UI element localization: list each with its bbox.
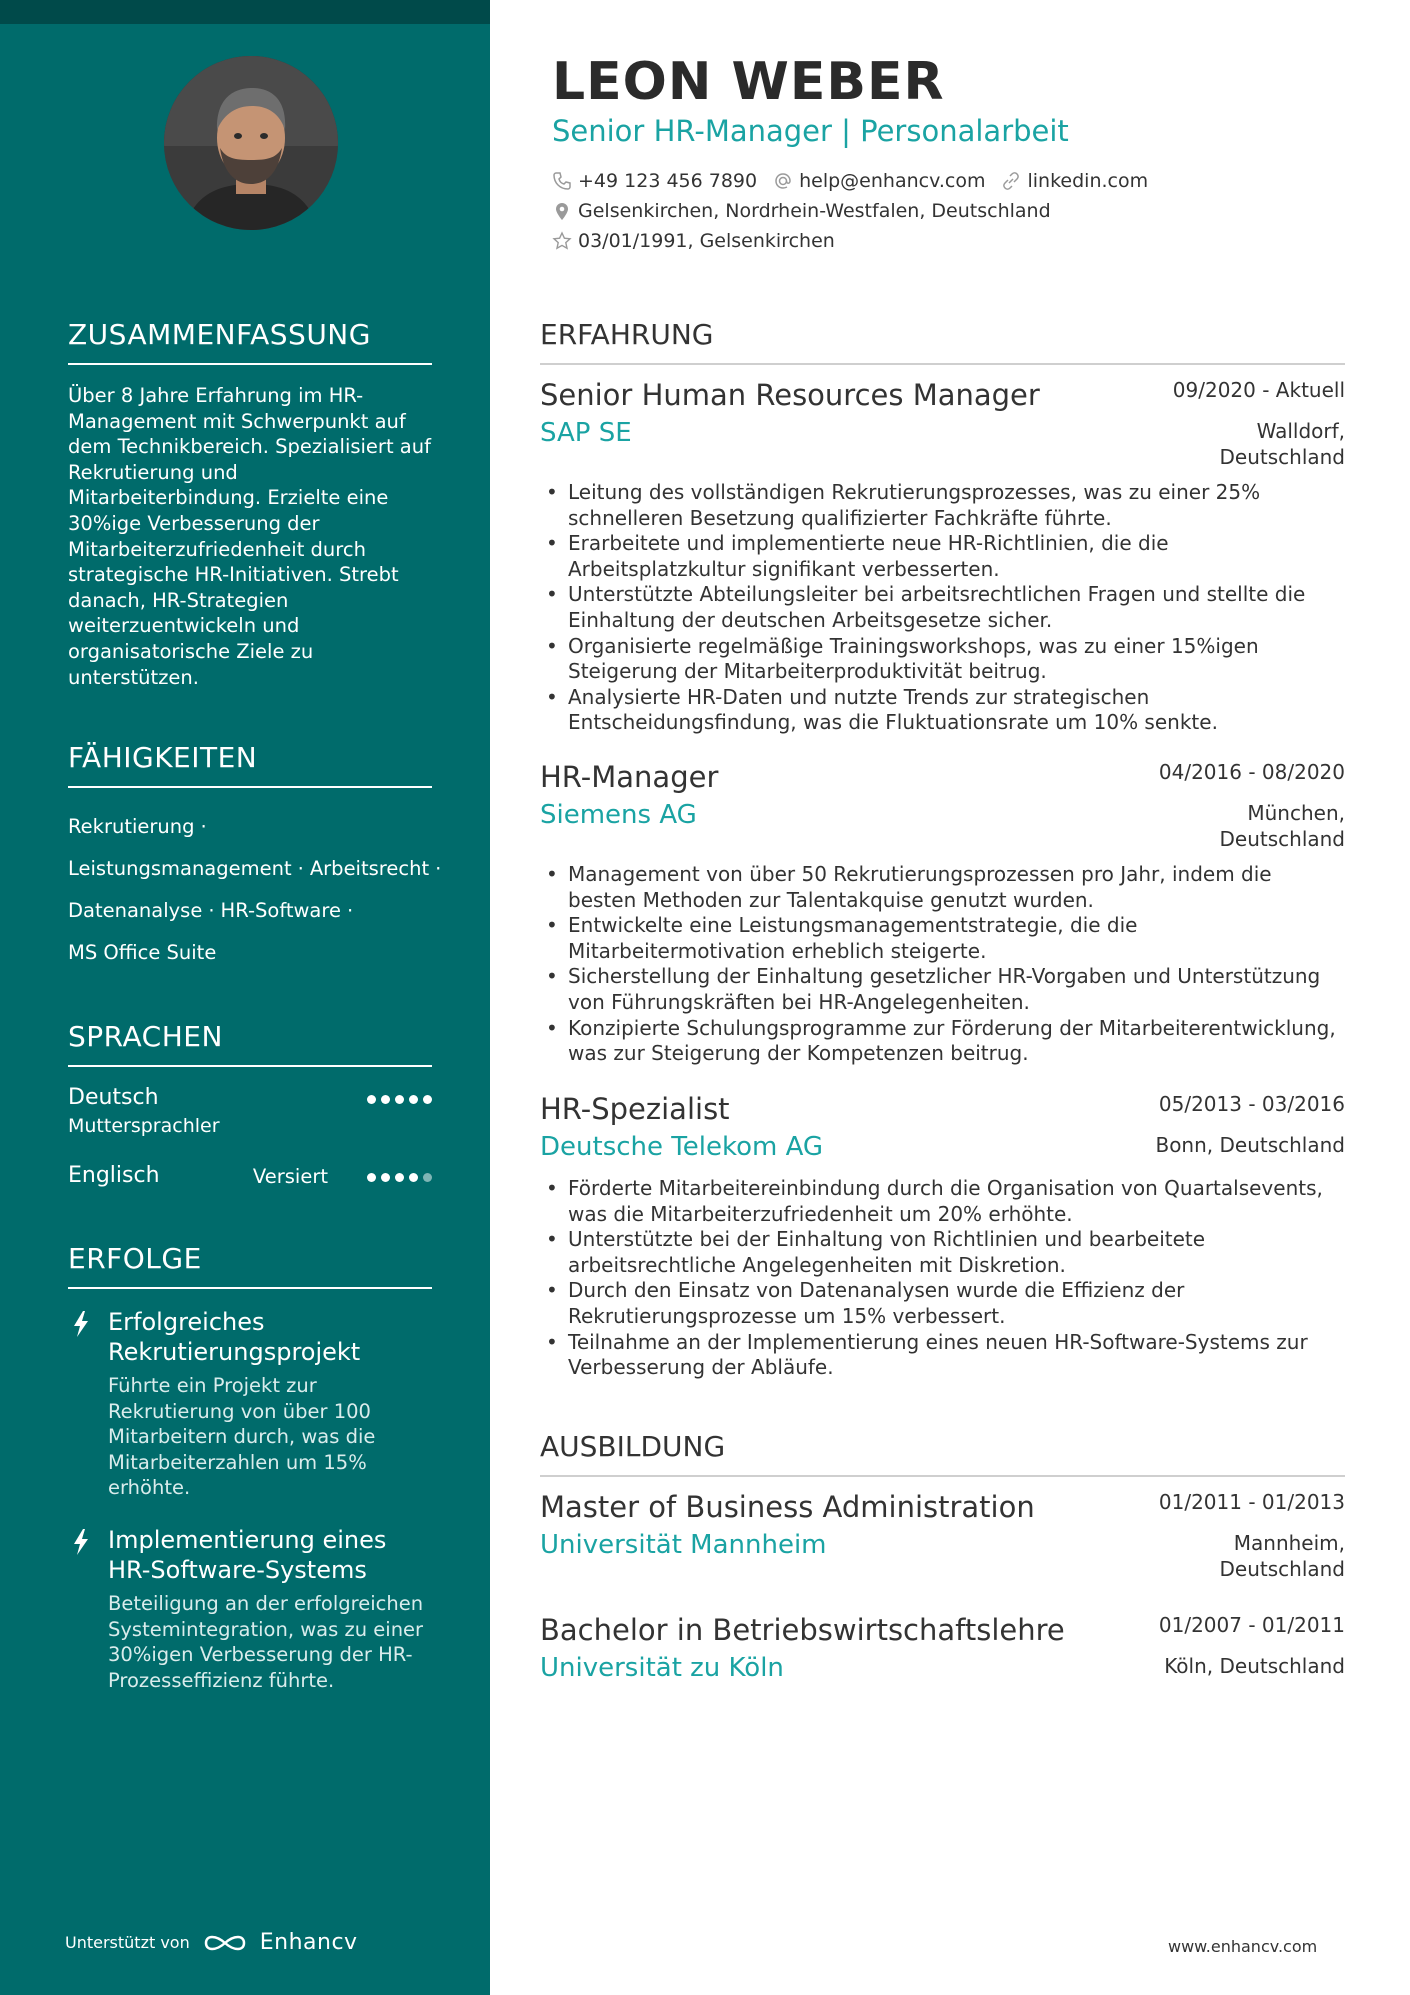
job-company: Siemens AG bbox=[540, 800, 697, 830]
contact-location bbox=[552, 200, 1051, 222]
language-level: Muttersprachler bbox=[68, 1115, 220, 1137]
job-bullets bbox=[540, 480, 1345, 736]
achievements-section bbox=[68, 1242, 432, 1717]
job-bullet: • Management von über 50 Rekrutierungsprozessen pro Jahr, indem die besten Methoden zur Talentakquise genutzt wurden. bbox=[540, 862, 1345, 913]
education-location-line: Köln, Deutschland bbox=[1164, 1654, 1345, 1678]
skills-section bbox=[68, 741, 442, 974]
rating-dot-filled bbox=[409, 1095, 418, 1104]
job-bullet: • Konzipierte Schulungsprogramme zur Förderung der Mitarbeiterentwicklung, was zur Steigerung der Kompetenzen beitrug. bbox=[540, 1016, 1345, 1067]
achievement-title: Implementierung eines HR-Software-Systems bbox=[108, 1525, 387, 1584]
job-bullets bbox=[540, 1176, 1345, 1381]
avatar bbox=[164, 56, 338, 230]
skill-item: Datenanalyse bbox=[68, 899, 203, 922]
education-sub bbox=[540, 1653, 1345, 1693]
language-rating bbox=[367, 1095, 432, 1104]
education-head bbox=[540, 1490, 1345, 1530]
job-bullet: • Sicherstellung der Einhaltung gesetzlicher HR-Vorgaben und Unterstützung von Führungskräften bei HR-Angelegenheiten. bbox=[540, 964, 1345, 1015]
language-item bbox=[68, 1163, 432, 1219]
language-level: Versiert bbox=[252, 1165, 328, 1188]
linkedin-text: linkedin.com bbox=[1027, 170, 1149, 192]
skill-item: MS Office Suite bbox=[68, 941, 217, 964]
degree-title: Master of Business Administration bbox=[540, 1490, 1035, 1524]
powered-by bbox=[65, 1930, 358, 1955]
degree-title: Bachelor in Betriebswirtschaftslehre bbox=[540, 1613, 1065, 1647]
candidate-headline: Senior HR-Manager | Personalarbeit bbox=[552, 114, 1069, 148]
summary-section bbox=[68, 318, 432, 690]
job-sub bbox=[540, 800, 1345, 858]
job-bullet: • Unterstützte bei der Einhaltung von Richtlinien und bearbeitete arbeitsrechtliche Angelegenheiten mit Diskretion. bbox=[540, 1227, 1345, 1278]
skill-row bbox=[68, 890, 432, 932]
job-location bbox=[1220, 418, 1346, 470]
education-title: AUSBILDUNG bbox=[540, 1430, 1345, 1477]
job-bullet: • Erarbeitete und implementierte neue HR-Richtlinien, die die Arbeitsplatzkultur signifikant verbesserten. bbox=[540, 531, 1345, 582]
achievement-desc: Beteiligung an der erfolgreichen Systemintegration, was zu einer 30%igen Verbesserung der HR-Prozesseffizienz führte. bbox=[108, 1591, 424, 1692]
education-location bbox=[1164, 1653, 1345, 1679]
job-location bbox=[1155, 1132, 1345, 1158]
skill-separator: · bbox=[435, 857, 442, 880]
at-icon bbox=[773, 171, 793, 191]
footer-url[interactable]: www.enhancv.com bbox=[1168, 1937, 1318, 1956]
rating-dot-filled bbox=[395, 1095, 404, 1104]
languages-title: SPRACHEN bbox=[68, 1020, 432, 1067]
contact-phone[interactable] bbox=[552, 170, 757, 192]
job-head bbox=[540, 378, 1345, 418]
job-bullet: • Durch den Einsatz von Datenanalysen wurde die Effizienz der Rekrutierungsprozesse um 15% verbessert. bbox=[540, 1278, 1345, 1329]
job-head bbox=[540, 760, 1345, 800]
location-pin-icon bbox=[552, 201, 572, 221]
phone-text: +49 123 456 7890 bbox=[578, 170, 758, 192]
skill-item: Rekrutierung bbox=[68, 815, 195, 838]
education-location-line: Mannheim, bbox=[1233, 1531, 1345, 1555]
education-head bbox=[540, 1613, 1345, 1653]
job-bullet: • Entwickelte eine Leistungsmanagementstrategie, die die Mitarbeitermotivation erheblich steigerte. bbox=[540, 913, 1345, 964]
school-name: Universität Mannheim bbox=[540, 1530, 827, 1560]
contact-location-row bbox=[552, 200, 1051, 222]
rating-dot-filled bbox=[381, 1095, 390, 1104]
education-date: 01/2011 - 01/2013 bbox=[1158, 1490, 1345, 1514]
languages-section bbox=[68, 1020, 432, 1219]
rating-dot-filled bbox=[367, 1173, 376, 1182]
achievements-title: ERFOLGE bbox=[68, 1242, 432, 1289]
education-location bbox=[1220, 1530, 1346, 1582]
job-location-line: Walldorf, bbox=[1256, 419, 1345, 443]
job-head bbox=[540, 1092, 1345, 1132]
job-title: Senior Human Resources Manager bbox=[540, 378, 1040, 412]
job-entry bbox=[540, 378, 1345, 736]
skill-item: Leistungsmanagement bbox=[68, 857, 292, 880]
contact-birth-row bbox=[552, 230, 835, 252]
job-date: 05/2013 - 03/2016 bbox=[1158, 1092, 1345, 1116]
skill-row bbox=[68, 848, 442, 890]
achievement-item bbox=[68, 1525, 432, 1693]
skill-separator: · bbox=[346, 899, 354, 922]
rating-dot-filled bbox=[423, 1095, 432, 1104]
job-entry bbox=[540, 760, 1345, 1067]
job-title: HR-Manager bbox=[540, 760, 719, 794]
education-sub bbox=[540, 1530, 1345, 1588]
job-bullet: • Unterstützte Abteilungsleiter bei arbeitsrechtlichen Fragen und stellte die Einhaltung der deutschen Arbeitsgesetze sicher. bbox=[540, 582, 1345, 633]
sidebar-top-strip bbox=[0, 0, 490, 24]
job-entry bbox=[540, 1092, 1345, 1381]
skill-separator: · bbox=[200, 815, 207, 838]
rating-dot-filled bbox=[395, 1173, 404, 1182]
rating-dot-filled bbox=[409, 1173, 418, 1182]
achievement-title: Erfolgreiches Rekrutierungsprojekt bbox=[108, 1308, 361, 1366]
job-bullet: • Förderte Mitarbeitereinbindung durch die Organisation von Quartalsevents, was die Mitarbeiterzufriedenheit um 20% erhöhte. bbox=[540, 1176, 1345, 1227]
contact-email[interactable] bbox=[773, 170, 985, 192]
job-date: 04/2016 - 08/2020 bbox=[1158, 760, 1345, 784]
job-location-line: Deutschland bbox=[1219, 445, 1345, 469]
enhancv-logo-icon bbox=[202, 1931, 248, 1955]
job-bullet: • Leitung des vollständigen Rekrutierungsprozesses, was zu einer 25% schnelleren Besetzung qualifizierter Fachkräfte führte. bbox=[540, 480, 1345, 531]
skill-separator: · bbox=[297, 857, 304, 880]
avatar-illustration bbox=[164, 56, 338, 230]
job-sub bbox=[540, 1132, 1345, 1172]
summary-text: Über 8 Jahre Erfahrung im HR-Management mit Schwerpunkt auf dem Technikbereich. Spezialisiert auf Rekrutierung und Mitarbeiterbindung. Erzielte eine 30%ige Verbesserung der Mitarbeiterzufriedenheit durch strategische HR-Initiativen. Strebt danach, HR-Strategien weiterzuentwickeln und organisatorische Ziele zu unterstützen. bbox=[68, 384, 431, 689]
powered-label: Unterstützt von bbox=[65, 1933, 190, 1952]
achievement-item bbox=[68, 1307, 432, 1501]
link-icon bbox=[1001, 171, 1021, 191]
candidate-name: LEON WEBER bbox=[552, 52, 945, 112]
skill-item: HR-Software bbox=[220, 899, 341, 922]
language-name: Englisch bbox=[68, 1163, 160, 1188]
skill-row bbox=[68, 806, 432, 848]
language-rating bbox=[367, 1173, 432, 1182]
summary-title: ZUSAMMENFASSUNG bbox=[68, 318, 432, 365]
job-location bbox=[1220, 800, 1346, 852]
skill-separator: · bbox=[208, 899, 215, 922]
sidebar bbox=[0, 0, 490, 1995]
rating-dot-filled bbox=[381, 1173, 390, 1182]
education-entry bbox=[540, 1613, 1345, 1693]
job-title: HR-Spezialist bbox=[540, 1092, 730, 1126]
experience-title: ERFAHRUNG bbox=[540, 318, 1345, 365]
skills-title: FÄHIGKEITEN bbox=[68, 741, 432, 788]
job-location-line: Bonn, Deutschland bbox=[1155, 1133, 1345, 1157]
contact-birth bbox=[552, 230, 835, 252]
skill-item: Arbeitsrecht bbox=[309, 857, 430, 880]
education-location-line: Deutschland bbox=[1219, 1557, 1345, 1581]
job-date: 09/2020 - Aktuell bbox=[1172, 378, 1345, 402]
email-text: help@enhancv.com bbox=[799, 170, 986, 192]
job-company: Deutsche Telekom AG bbox=[540, 1132, 824, 1162]
job-company: SAP SE bbox=[540, 418, 632, 448]
powered-brand: Enhancv bbox=[259, 1930, 358, 1955]
contact-row bbox=[552, 170, 1148, 192]
job-sub bbox=[540, 418, 1345, 476]
location-text: Gelsenkirchen, Nordrhein-Westfalen, Deutschland bbox=[578, 200, 1051, 222]
rating-dot-empty bbox=[423, 1173, 432, 1182]
bolt-icon bbox=[72, 1311, 90, 1337]
job-bullet: • Organisierte regelmäßige Trainingsworkshops, was zu einer 15%igen Steigerung der Mitarbeiterproduktivität beitrug. bbox=[540, 634, 1345, 685]
bolt-icon bbox=[72, 1529, 90, 1555]
contact-linkedin[interactable] bbox=[1001, 170, 1148, 192]
achievement-desc: Führte ein Projekt zur Rekrutierung von über 100 Mitarbeitern durch, was die Mitarbeiterzahlen um 15% erhöhte. bbox=[108, 1374, 376, 1500]
skills-list bbox=[68, 806, 442, 974]
language-name: Deutsch bbox=[68, 1085, 159, 1110]
language-item bbox=[68, 1085, 432, 1147]
phone-icon bbox=[552, 171, 572, 191]
school-name: Universität zu Köln bbox=[540, 1653, 784, 1683]
education-date: 01/2007 - 01/2011 bbox=[1158, 1613, 1345, 1637]
job-bullet: • Analysierte HR-Daten und nutzte Trends zur strategischen Entscheidungsfindung, was die Fluktuationsrate um 10% senkte. bbox=[540, 685, 1345, 736]
rating-dot-filled bbox=[367, 1095, 376, 1104]
job-location-line: Deutschland bbox=[1219, 827, 1345, 851]
job-bullets bbox=[540, 862, 1345, 1067]
star-icon bbox=[552, 231, 572, 251]
job-location-line: München, bbox=[1247, 801, 1345, 825]
skill-row bbox=[68, 932, 432, 974]
job-bullet: • Teilnahme an der Implementierung eines neuen HR-Software-Systems zur Verbesserung der Abläufe. bbox=[540, 1330, 1345, 1381]
education-entry bbox=[540, 1490, 1345, 1588]
birth-text: 03/01/1991, Gelsenkirchen bbox=[578, 230, 835, 252]
